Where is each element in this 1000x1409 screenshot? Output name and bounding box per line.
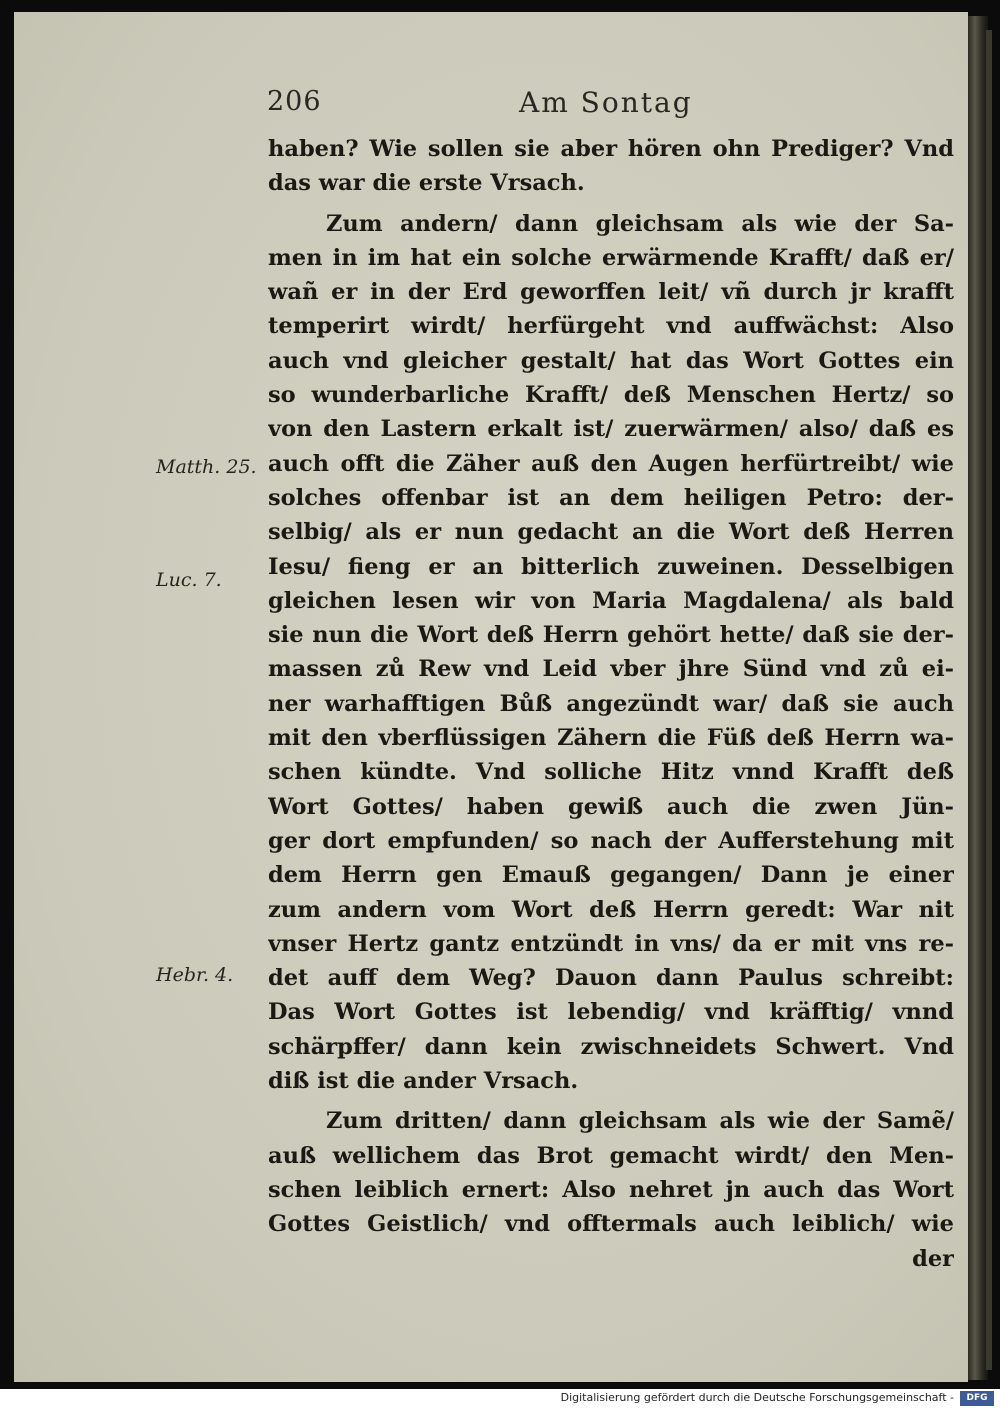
text-line: das war die erste Vrsach. [268, 170, 585, 197]
running-head-title: Am Sontag [519, 86, 693, 119]
text-line: schen leiblich ernert: Also nehret jn auch das Wort [268, 1176, 954, 1203]
text-line: solches offenbar ist an dem heiligen Petro: der- [268, 484, 954, 511]
marginal-note-luc: Luc. 7. [156, 569, 222, 591]
text-line: det auff dem Weg? Dauon dann Paulus schreibt: [268, 965, 954, 992]
text-line: so wunderbarliche Krafft/ deß Menschen Hertz/ so [268, 382, 954, 409]
page-edge-shadow [986, 30, 992, 1370]
text-line: von den Lastern erkalt ist/ zuerwärmen/ also/ daß es [268, 416, 954, 443]
catchword: der [912, 1245, 954, 1272]
digitization-footer [0, 1389, 1000, 1409]
text-line: gleichen lesen wir von Maria Magdalena/ als bald [268, 587, 954, 614]
marginal-note-matth: Matth. 25. [156, 456, 257, 478]
text-line: auch offt die Zäher auß den Augen herfürtreibt/ wie [268, 450, 954, 477]
dfg-logo-icon: DFG [960, 1391, 994, 1406]
text-line: sie nun die Wort deß Herrn gehört hette/ daß sie der- [268, 622, 954, 649]
text-line: Gottes Geistlich/ vnd offtermals auch leiblich/ wie [268, 1211, 954, 1238]
paragraph-start-line: Zum dritten/ dann gleichsam als wie der Samẽ/ [326, 1108, 954, 1135]
text-line: diß ist die ander Vrsach. [268, 1068, 579, 1095]
text-line: auch vnd gleicher gestalt/ hat das Wort Gottes ein [268, 347, 954, 374]
text-line: schärpffer/ dann kein zwischneidets Schwert. Vnd [268, 1033, 954, 1060]
text-line: haben? Wie sollen sie aber hören ohn Prediger? Vnd [268, 136, 954, 162]
text-line: men in im hat ein solche erwärmende Krafft/ daß er/ [268, 244, 954, 271]
page-edge [968, 16, 988, 1380]
text-line: ner warhafftigen Bůß angezündt war/ daß sie auch [268, 690, 954, 717]
text-line: selbig/ als er nun gedacht an die Wort deß Herren [268, 519, 954, 546]
text-line: massen zů Rew vnd Leid vber jhre Sünd vnd zů ei- [268, 656, 954, 683]
text-line: ger dort empfunden/ so nach der Aufferstehung mit [268, 827, 954, 854]
text-line: dem Herrn gen Emauß gegangen/ Dann je einer [268, 862, 954, 889]
text-line: temperirt wirdt/ herfürgeht vnd auffwächst: Also [268, 313, 954, 340]
text-line: Iesu/ fieng er an bitterlich zuweinen. Desselbigen [268, 553, 954, 580]
text-line: schen kündte. Vnd solliche Hitz vnnd Krafft deß [268, 759, 954, 786]
paragraph-start-line: Zum andern/ dann gleichsam als wie der Sa- [326, 210, 954, 237]
running-head [14, 86, 968, 126]
book-page [14, 12, 968, 1382]
marginal-note-hebr: Hebr. 4. [156, 964, 234, 986]
body-text [268, 132, 954, 1276]
text-line: zum andern vom Wort deß Herrn geredt: War nit [268, 896, 954, 923]
page-number: 206 [267, 86, 322, 117]
text-line: mit den vberflüssigen Zähern die Füß deß Herrn wa- [268, 725, 954, 752]
footer-credit: Digitalisierung gefördert durch die Deutsche Forschungsgemeinschaft - [560, 1391, 954, 1404]
text-line: wañ er in der Erd geworffen leit/ vñ durch jr krafft [268, 279, 954, 306]
text-line: Wort Gottes/ haben gewiß auch die zwen Jün- [268, 793, 954, 820]
text-line: auß wellichem das Brot gemacht wirdt/ den Men- [268, 1142, 954, 1169]
text-line: Das Wort Gottes ist lebendig/ vnd kräfftig/ vnnd [268, 999, 954, 1026]
text-line: vnser Hertz gantz entzündt in vns/ da er mit vns re- [268, 930, 954, 957]
